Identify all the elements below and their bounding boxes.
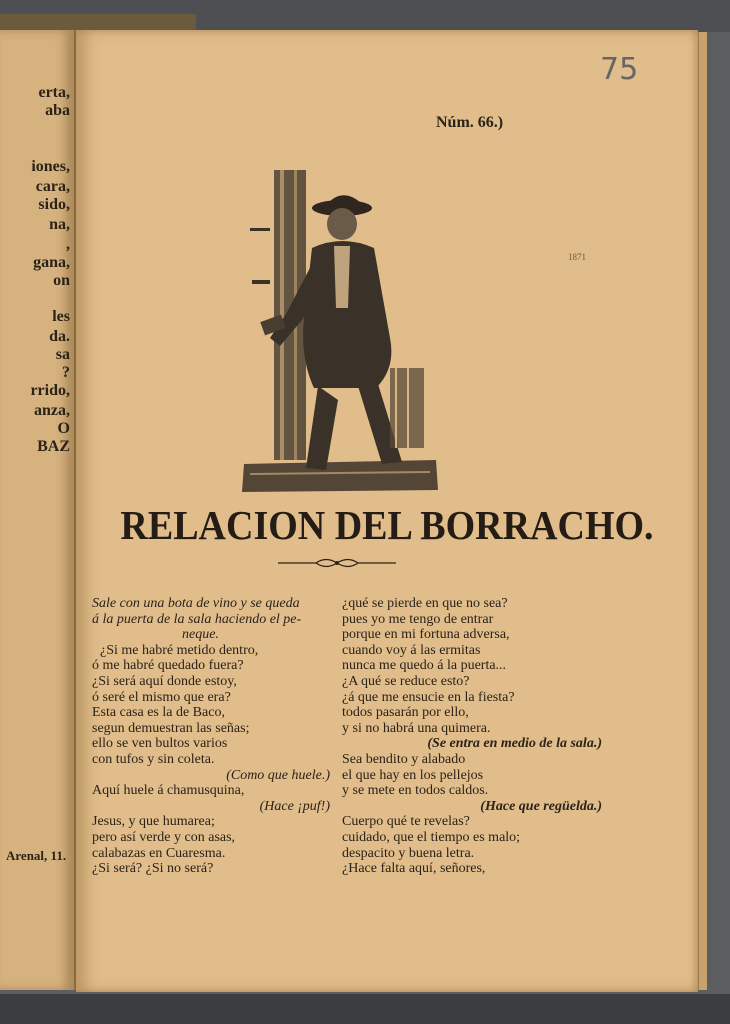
stage-direction: (Como que huele.) [226, 767, 330, 783]
right-page [76, 30, 698, 992]
left-fragment: anza, [34, 402, 70, 419]
poem-line: ¿qué se pierde en que no sea? [342, 596, 508, 611]
poem-line: Aquí huele á chamusquina, [92, 783, 245, 799]
poem-line: con tufos y sin coleta. [92, 751, 215, 767]
drunkard-woodcut-illustration [240, 168, 440, 492]
poem-line: el que hay en los pellejos [342, 767, 484, 783]
poem-line: ¿Hace falta aquí, señores, [342, 861, 486, 877]
poem-line: ó me habré quedado fuera? [92, 658, 244, 674]
poem-line: ¿Si me habré metido dentro, [100, 642, 259, 658]
bleed-through-text: 1871 [568, 252, 586, 262]
left-page [0, 30, 76, 990]
poem-line: segun demuestran las señas; [92, 720, 250, 736]
left-fragment: les [52, 308, 70, 325]
poem-line: cuando voy á las ermitas [342, 642, 481, 658]
poem-column-right [342, 596, 602, 877]
left-fragment: aba [45, 102, 70, 119]
poem-line: ello se ven bultos varios [92, 736, 228, 752]
left-fragment: O [57, 420, 70, 437]
poem-line: Cuerpo qué te revelas? [342, 814, 470, 830]
left-fragment: rrido, [30, 382, 70, 399]
stage-direction: (Hace ¡puf!) [259, 798, 330, 814]
poem-line: y si no habrá una quimera. [342, 720, 491, 736]
poem-line: ¿á que me ensucie en la fiesta? [342, 689, 515, 705]
poem-line: Sea bendito y alabado [342, 751, 466, 767]
left-fragment: na, [49, 216, 70, 233]
poem-line: nunca me quedo á la puerta... [342, 658, 507, 674]
left-fragment: cara, [35, 178, 70, 195]
poem-line: Jesus, y que humarea; [92, 814, 215, 830]
poem-line: calabazas en Cuaresma. [92, 845, 226, 861]
poem-line: Esta casa es la de Baco, [92, 705, 225, 721]
stage-direction: Sale con una bota de vino y se queda [92, 596, 300, 611]
scanner-strip [0, 14, 196, 30]
poem-line: ¿A qué se reduce esto? [342, 673, 470, 689]
poem-line: y se mete en todos caldos. [342, 783, 489, 799]
left-fragment: , [66, 236, 70, 253]
left-fragment: BAZ [37, 438, 70, 455]
left-fragment: gana, [33, 254, 70, 271]
poem-line: porque en mi fortuna adversa, [342, 627, 510, 643]
poem-line: ¿Si será aquí donde estoy, [92, 673, 237, 689]
poem-line: ¿Si será? ¿Si no será? [92, 861, 214, 877]
left-fragment: sido, [38, 196, 70, 213]
page-edge [698, 32, 707, 990]
left-fragment: ? [62, 364, 70, 381]
stage-direction: (Hace que regüelda.) [480, 798, 602, 814]
left-fragment: sa [55, 346, 70, 363]
document-title: RELACION DEL BORRACHO. [120, 503, 654, 549]
poem-line: cuidado, que el tiempo es malo; [342, 829, 521, 845]
scanner-background-bottom [0, 994, 730, 1024]
poem-line: despacito y buena letra. [342, 845, 475, 861]
handwritten-page-number: 75 [600, 52, 639, 87]
left-fragment: on [53, 272, 70, 289]
poem-line: pero así verde y con asas, [92, 829, 236, 845]
poem-line: todos pasarán por ello, [342, 705, 469, 721]
ornament-divider [276, 556, 398, 570]
poem-line: pues yo me tengo de entrar [342, 611, 494, 627]
issue-number: Núm. 66.) [436, 114, 504, 131]
stage-direction: (Se entra en medio de la sala.) [427, 736, 602, 752]
left-fragment: da. [49, 328, 70, 345]
stage-direction: neque. [182, 627, 219, 643]
poem-line: ó seré el mismo que era? [92, 689, 231, 705]
left-fragment: iones, [31, 158, 70, 175]
stage-direction: á la puerta de la sala haciendo el pe- [92, 611, 302, 627]
poem-column-left [92, 596, 330, 877]
left-fragment: erta, [38, 84, 70, 101]
left-page-footer: Arenal, 11. [6, 848, 67, 863]
